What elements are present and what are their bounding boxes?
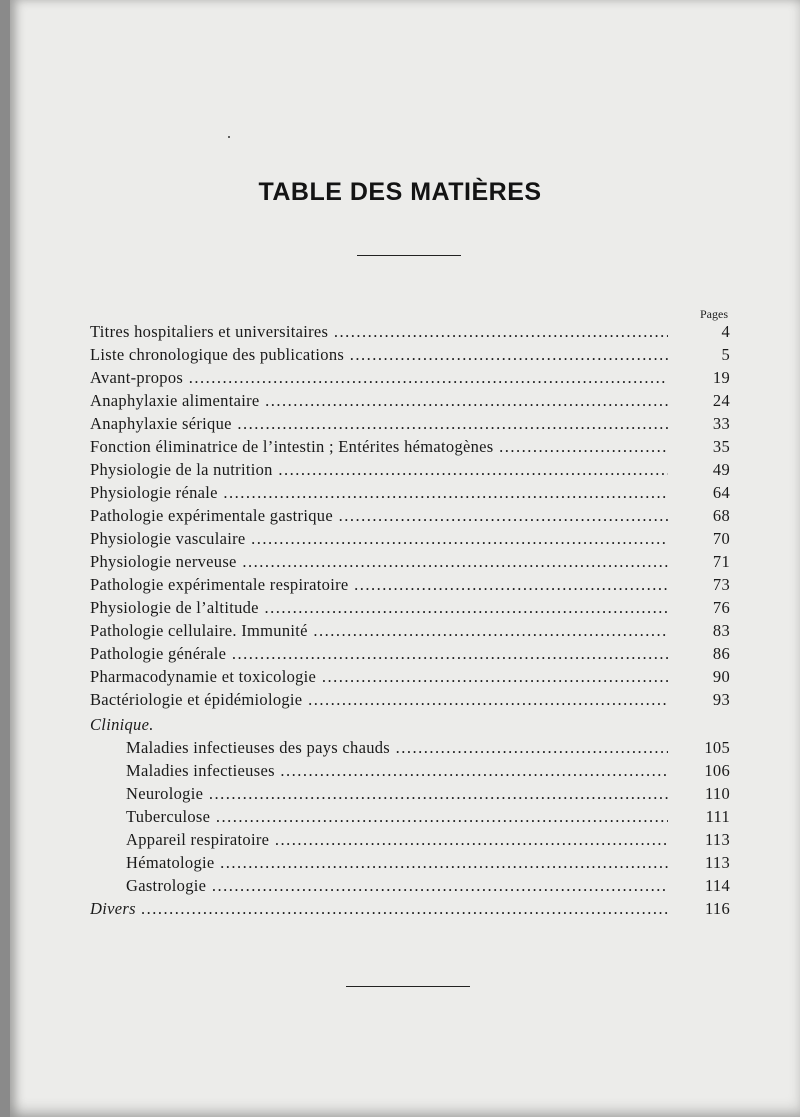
toc-subentry-label: Gastrologie .....	[126, 874, 668, 897]
table-of-contents	[90, 320, 730, 920]
toc-subentry-page: 105	[704, 738, 730, 757]
toc-entry-page: 86	[712, 644, 730, 663]
toc-section-heading	[90, 713, 730, 736]
page-title: TABLE DES MATIÈRES	[258, 178, 542, 206]
toc-entry-page: 71	[712, 552, 730, 571]
toc-subentry-page: 110	[704, 784, 730, 803]
toc-entry-label: Anaphylaxie alimentaire .....	[90, 389, 668, 412]
toc-entry-label: Physiologie de l’altitude .....	[90, 596, 668, 619]
toc-entry	[90, 527, 730, 550]
toc-entry	[90, 320, 730, 343]
toc-entry-label: Anaphylaxie sérique .....	[90, 412, 668, 435]
toc-subentry	[90, 759, 730, 782]
toc-entry-page: 33	[712, 414, 730, 433]
toc-entry-page: 35	[712, 437, 730, 456]
toc-subentry-page: 111	[705, 807, 730, 826]
clinique-heading: Clinique.	[90, 715, 154, 734]
toc-entry	[90, 343, 730, 366]
toc-subentry-label: Maladies infectieuses des pays chauds .....	[126, 736, 668, 759]
toc-entry	[90, 458, 730, 481]
title-divider	[357, 255, 461, 256]
toc-entry	[90, 435, 730, 458]
toc-entry	[90, 642, 730, 665]
toc-entry-page: 90	[712, 667, 730, 686]
toc-entry-label: Liste chronologique des publications .....	[90, 343, 668, 366]
toc-entry	[90, 366, 730, 389]
toc-entry-page: 49	[712, 460, 730, 479]
divers-label: Divers .....	[90, 897, 668, 920]
toc-entry-label: Pathologie générale .....	[90, 642, 668, 665]
toc-entry-label: Titres hospitaliers et universitaires .....	[90, 320, 668, 343]
toc-entry	[90, 619, 730, 642]
toc-subentry	[90, 828, 730, 851]
toc-subentry	[90, 851, 730, 874]
toc-entry	[90, 573, 730, 596]
bottom-divider	[346, 986, 470, 987]
toc-entry-label: Pharmacodynamie et toxicologie .....	[90, 665, 668, 688]
toc-entry-label: Pathologie expérimentale respiratoire .....	[90, 573, 668, 596]
toc-entry-label: Avant-propos .....	[90, 366, 668, 389]
toc-entry-page: 19	[712, 368, 730, 387]
toc-subentry-page: 113	[704, 853, 730, 872]
toc-subentry	[90, 805, 730, 828]
toc-subentry	[90, 874, 730, 897]
toc-entry-label: Physiologie de la nutrition .....	[90, 458, 668, 481]
toc-entry	[90, 665, 730, 688]
toc-entry	[90, 481, 730, 504]
toc-entry	[90, 389, 730, 412]
toc-entry-page: 76	[712, 598, 730, 617]
pages-column-label: Pages	[700, 307, 728, 321]
toc-entry-label: Fonction éliminatrice de l’intestin ; Entérites hématogènes .....	[90, 435, 668, 458]
toc-subentry-page: 106	[704, 761, 730, 780]
toc-entry-page: 93	[712, 690, 730, 709]
toc-entry-page: 64	[712, 483, 730, 502]
toc-entry-page: 68	[712, 506, 730, 525]
toc-entry-page: 83	[712, 621, 730, 640]
toc-entry-label: Physiologie rénale .....	[90, 481, 668, 504]
toc-entry	[90, 596, 730, 619]
toc-entry-label: Bactériologie et épidémiologie .....	[90, 688, 668, 711]
toc-entry-label: Physiologie nerveuse .....	[90, 550, 668, 573]
toc-entry-label: Physiologie vasculaire .....	[90, 527, 668, 550]
toc-entry-divers	[90, 897, 730, 920]
toc-entry-page: 70	[712, 529, 730, 548]
toc-subentry-label: Appareil respiratoire .....	[126, 828, 668, 851]
toc-entry-page: 73	[712, 575, 730, 594]
toc-subentry	[90, 782, 730, 805]
toc-entry-label: Pathologie expérimentale gastrique .....	[90, 504, 668, 527]
speck-mark	[228, 136, 230, 138]
toc-entry	[90, 688, 730, 711]
toc-entry	[90, 550, 730, 573]
toc-subentry-label: Neurologie .....	[126, 782, 668, 805]
toc-subentry-label: Maladies infectieuses .....	[126, 759, 668, 782]
toc-subentry-label: Hématologie .....	[126, 851, 668, 874]
toc-subentry-page: 114	[704, 876, 730, 895]
toc-entry-page: 24	[712, 391, 730, 410]
toc-entry	[90, 504, 730, 527]
toc-subentry-label: Tuberculose .....	[126, 805, 668, 828]
toc-entry-page: 5	[721, 345, 730, 364]
toc-subentry-page: 113	[704, 830, 730, 849]
toc-entry-label: Pathologie cellulaire. Immunité .....	[90, 619, 668, 642]
toc-entry	[90, 412, 730, 435]
divers-page: 116	[704, 899, 730, 918]
toc-entry-page: 4	[721, 322, 730, 341]
toc-subentry	[90, 736, 730, 759]
